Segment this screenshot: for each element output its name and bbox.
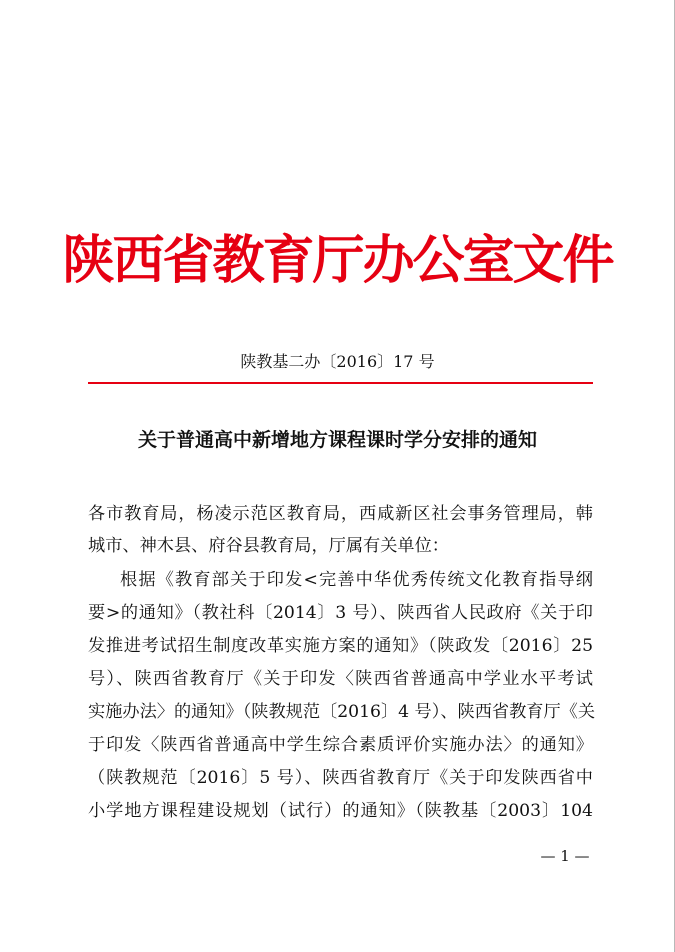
body-line: 要>的通知》（教社科〔2014〕3 号）、陕西省人民政府《关于印 <box>88 603 593 623</box>
body-line: 号）、陕西省教育厅《关于印发〈陕西省普通高中学业水平考试 <box>88 669 593 689</box>
page-number: — 1 — <box>540 847 590 865</box>
document-number: 陕教基二办〔2016〕17 号 <box>240 352 435 371</box>
letterhead-title: 陕西省教育厅办公室文件 <box>62 230 613 291</box>
body-line: 小学地方课程建设规划（试行）的通知》（陕教基〔2003〕104 <box>88 801 593 821</box>
body-line: 根据《教育部关于印发<完善中华优秀传统文化教育指导纲 <box>120 570 593 590</box>
body-line: （陕教规范〔2016〕5 号）、陕西省教育厅《关于印发陕西省中 <box>88 768 593 788</box>
body-line: 发推进考试招生制度改革实施方案的通知》（陕政发〔2016〕25 <box>88 636 593 656</box>
body-line: 实施办法〉的通知》（陕教规范〔2016〕4 号）、陕西省教育厅《关 <box>88 702 596 722</box>
red-divider-line <box>88 382 593 384</box>
recipients-line: 城市、神木县、府谷县教育局，厅属有关单位： <box>88 536 449 556</box>
notice-title: 关于普通高中新增地方课程课时学分安排的通知 <box>137 429 537 451</box>
recipients-line: 各市教育局，杨凌示范区教育局，西咸新区社会事务管理局，韩 <box>88 504 593 524</box>
body-line: 于印发〈陕西省普通高中学生综合素质评价实施办法〉的通知》 <box>88 735 593 755</box>
